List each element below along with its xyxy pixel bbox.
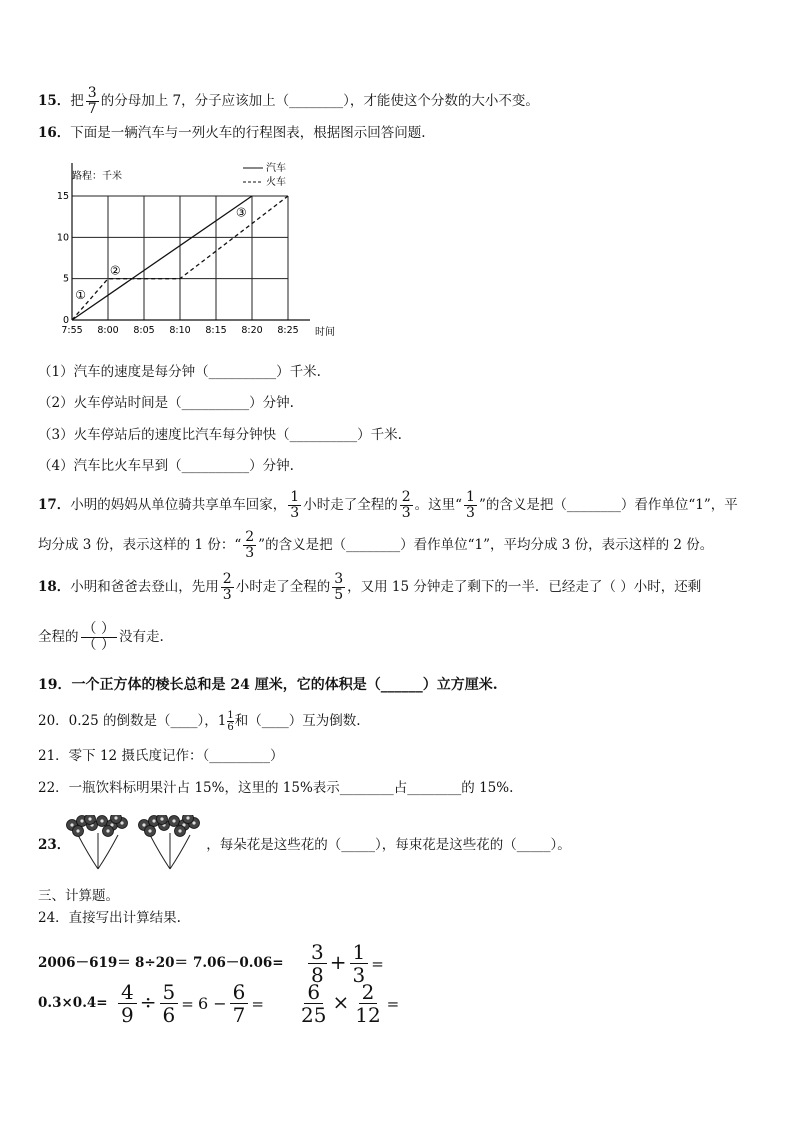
question-18-line2: 全程的 $\frac{( )}{( )}$ 没有走. xyxy=(38,621,164,653)
calc-4: $\frac{3}{8}$ + $\frac{1}{3}$ = xyxy=(305,938,384,988)
question-18-line1: 18．小明和爸爸去登山，先用 $\frac{2}{3}$ 小时走了全程的 $\frac{3}{5}$ ，又用 15 分钟走了剩下的一半．已经走了（ ）小时，还剩 xyxy=(38,571,702,603)
flower-center xyxy=(80,819,83,822)
calc-8: $\frac{6}{25}$ × $\frac{2}{12}$ = xyxy=(301,980,400,1027)
fraction: $\frac{3}{5}$ xyxy=(334,571,344,603)
question-24-title: 24．直接写出计算结果. xyxy=(38,910,181,926)
travel-chart xyxy=(55,157,355,342)
x-tick-label: 8:25 xyxy=(277,325,299,336)
question-number: 18． xyxy=(38,579,71,595)
text: 下面是一辆汽车与一列火车的行程图表，根据图示回答问题. xyxy=(70,125,426,141)
chart-grid xyxy=(72,196,288,320)
fraction: $\frac{2}{3}$ xyxy=(401,489,411,521)
flower-center xyxy=(160,817,163,820)
x-axis-label: 时间 xyxy=(315,327,335,338)
question-23: 23． ，每朵花是这些花的（_____），每束花是这些花的（_____）。 xyxy=(38,837,571,853)
flower-stem xyxy=(150,835,170,869)
question-20: 20．0.25 的倒数是（____），1 $\frac{1}{6}$ 和（____）互为倒数. xyxy=(38,710,361,733)
x-tick-label: 8:10 xyxy=(169,325,191,336)
fraction: $\frac{3}{7}$ xyxy=(87,85,97,117)
flower-center xyxy=(114,816,117,819)
flower-center xyxy=(120,821,123,824)
section-title: 三、计算题。 xyxy=(38,888,119,904)
x-tick-label: 7:55 xyxy=(61,325,83,336)
flower-stem xyxy=(98,835,118,869)
calc-7: 6 − $\frac{6}{7}$ = xyxy=(198,980,264,1027)
y-tick-label: 0 xyxy=(62,315,69,326)
x-tick-label: 8:20 xyxy=(241,325,263,336)
fraction: $\frac{2}{3}$ xyxy=(222,571,232,603)
y-axis-label: 路程：千米 xyxy=(72,171,122,182)
flower-center xyxy=(192,821,195,824)
q16-sub-3: （3）火车停站后的速度比汽车每分钟快（__________）千米. xyxy=(38,427,402,443)
question-15 xyxy=(38,86,539,117)
flower-center xyxy=(148,829,151,832)
y-tick-label: 5 xyxy=(62,273,69,285)
series-car-line xyxy=(72,196,252,320)
calc-2: 8÷20＝ xyxy=(135,955,188,971)
calc-1: 2006－619＝ xyxy=(38,955,131,971)
flower-stem xyxy=(78,835,98,869)
segment-annotation: ② xyxy=(109,263,121,278)
flower-center xyxy=(70,823,73,826)
fraction: $\frac{2}{3}$ xyxy=(245,529,255,561)
flower-center xyxy=(142,823,145,826)
legend-solid-label: 汽车 xyxy=(266,163,286,174)
fraction: $\frac{1}{3}$ xyxy=(290,489,300,521)
y-tick-label: 15 xyxy=(56,191,69,202)
flower-center xyxy=(106,829,109,832)
legend-dashed-label: 火车 xyxy=(266,177,286,188)
blank-fraction: $\frac{( )}{( )}$ xyxy=(82,621,115,653)
q16-sub-4: （4）汽车比火车早到（__________）分钟. xyxy=(38,458,294,474)
question-number: 23． xyxy=(38,837,71,853)
text: 把 xyxy=(70,93,84,109)
x-tick-label: 8:00 xyxy=(97,325,119,336)
fraction: $\frac{1}{6}$ xyxy=(227,710,234,733)
question-number: 16． xyxy=(38,125,71,141)
question-17-line1: 17．小明的妈妈从单位骑共享单车回家， $\frac{1}{3}$ 小时走了全程的 $\frac{2}{3}$ 。这里“ $\frac{1}{3}$ ”的含义是把（________）看作单位“1”，平 xyxy=(38,489,738,521)
y-tick-label: 10 xyxy=(56,232,69,244)
text: 的分母加上 7，分子应该加上（________），才能使这个分数的大小不变。 xyxy=(100,93,539,109)
flower-center xyxy=(100,819,103,822)
calc-3: 7.06－0.06= xyxy=(193,955,284,971)
fraction: $\frac{1}{3}$ xyxy=(466,489,475,521)
q16-sub-2: （2）火车停站时间是（__________）分钟. xyxy=(38,395,294,411)
calc-6: $\frac{4}{9}$ ÷ $\frac{5}{6}$ = xyxy=(115,978,194,1028)
question-22: 22．一瓶饮料标明果汁占 15%，这里的 15%表示________占________的 15%. xyxy=(38,780,514,796)
x-tick-label: 8:15 xyxy=(205,325,227,336)
segment-annotation: ① xyxy=(75,288,87,303)
question-number: 17． xyxy=(38,497,71,513)
chart-axes xyxy=(57,163,310,336)
flower-center xyxy=(152,819,155,822)
question-17-line2: 均分成 3 份，表示这样的 1 份：“ $\frac{2}{3}$ ”的含义是把（________）看作单位“1”，平均分成 3 份，表示这样的 2 份。 xyxy=(38,529,714,561)
flower-center xyxy=(172,819,175,822)
calc-5: 0.3×0.4= xyxy=(38,995,108,1011)
segment-annotation: ③ xyxy=(235,205,247,220)
flower-bouquets-image xyxy=(64,815,204,871)
q16-sub-1: （1）汽车的速度是每分钟（__________）千米. xyxy=(38,364,321,380)
question-number: 15． xyxy=(38,93,71,109)
question-21: 21．零下 12 摄氏度记作：（_________） xyxy=(38,748,284,764)
flower-stem xyxy=(170,835,190,869)
flower-center xyxy=(76,829,79,832)
x-tick-label: 8:05 xyxy=(133,325,155,336)
flower-center xyxy=(178,829,181,832)
question-19: 19．一个正方体的棱长总和是 24 厘米，它的体积是（______）立方厘米. xyxy=(38,677,498,693)
question-16 xyxy=(38,123,426,143)
flower-center xyxy=(186,816,189,819)
flower-center xyxy=(88,817,91,820)
